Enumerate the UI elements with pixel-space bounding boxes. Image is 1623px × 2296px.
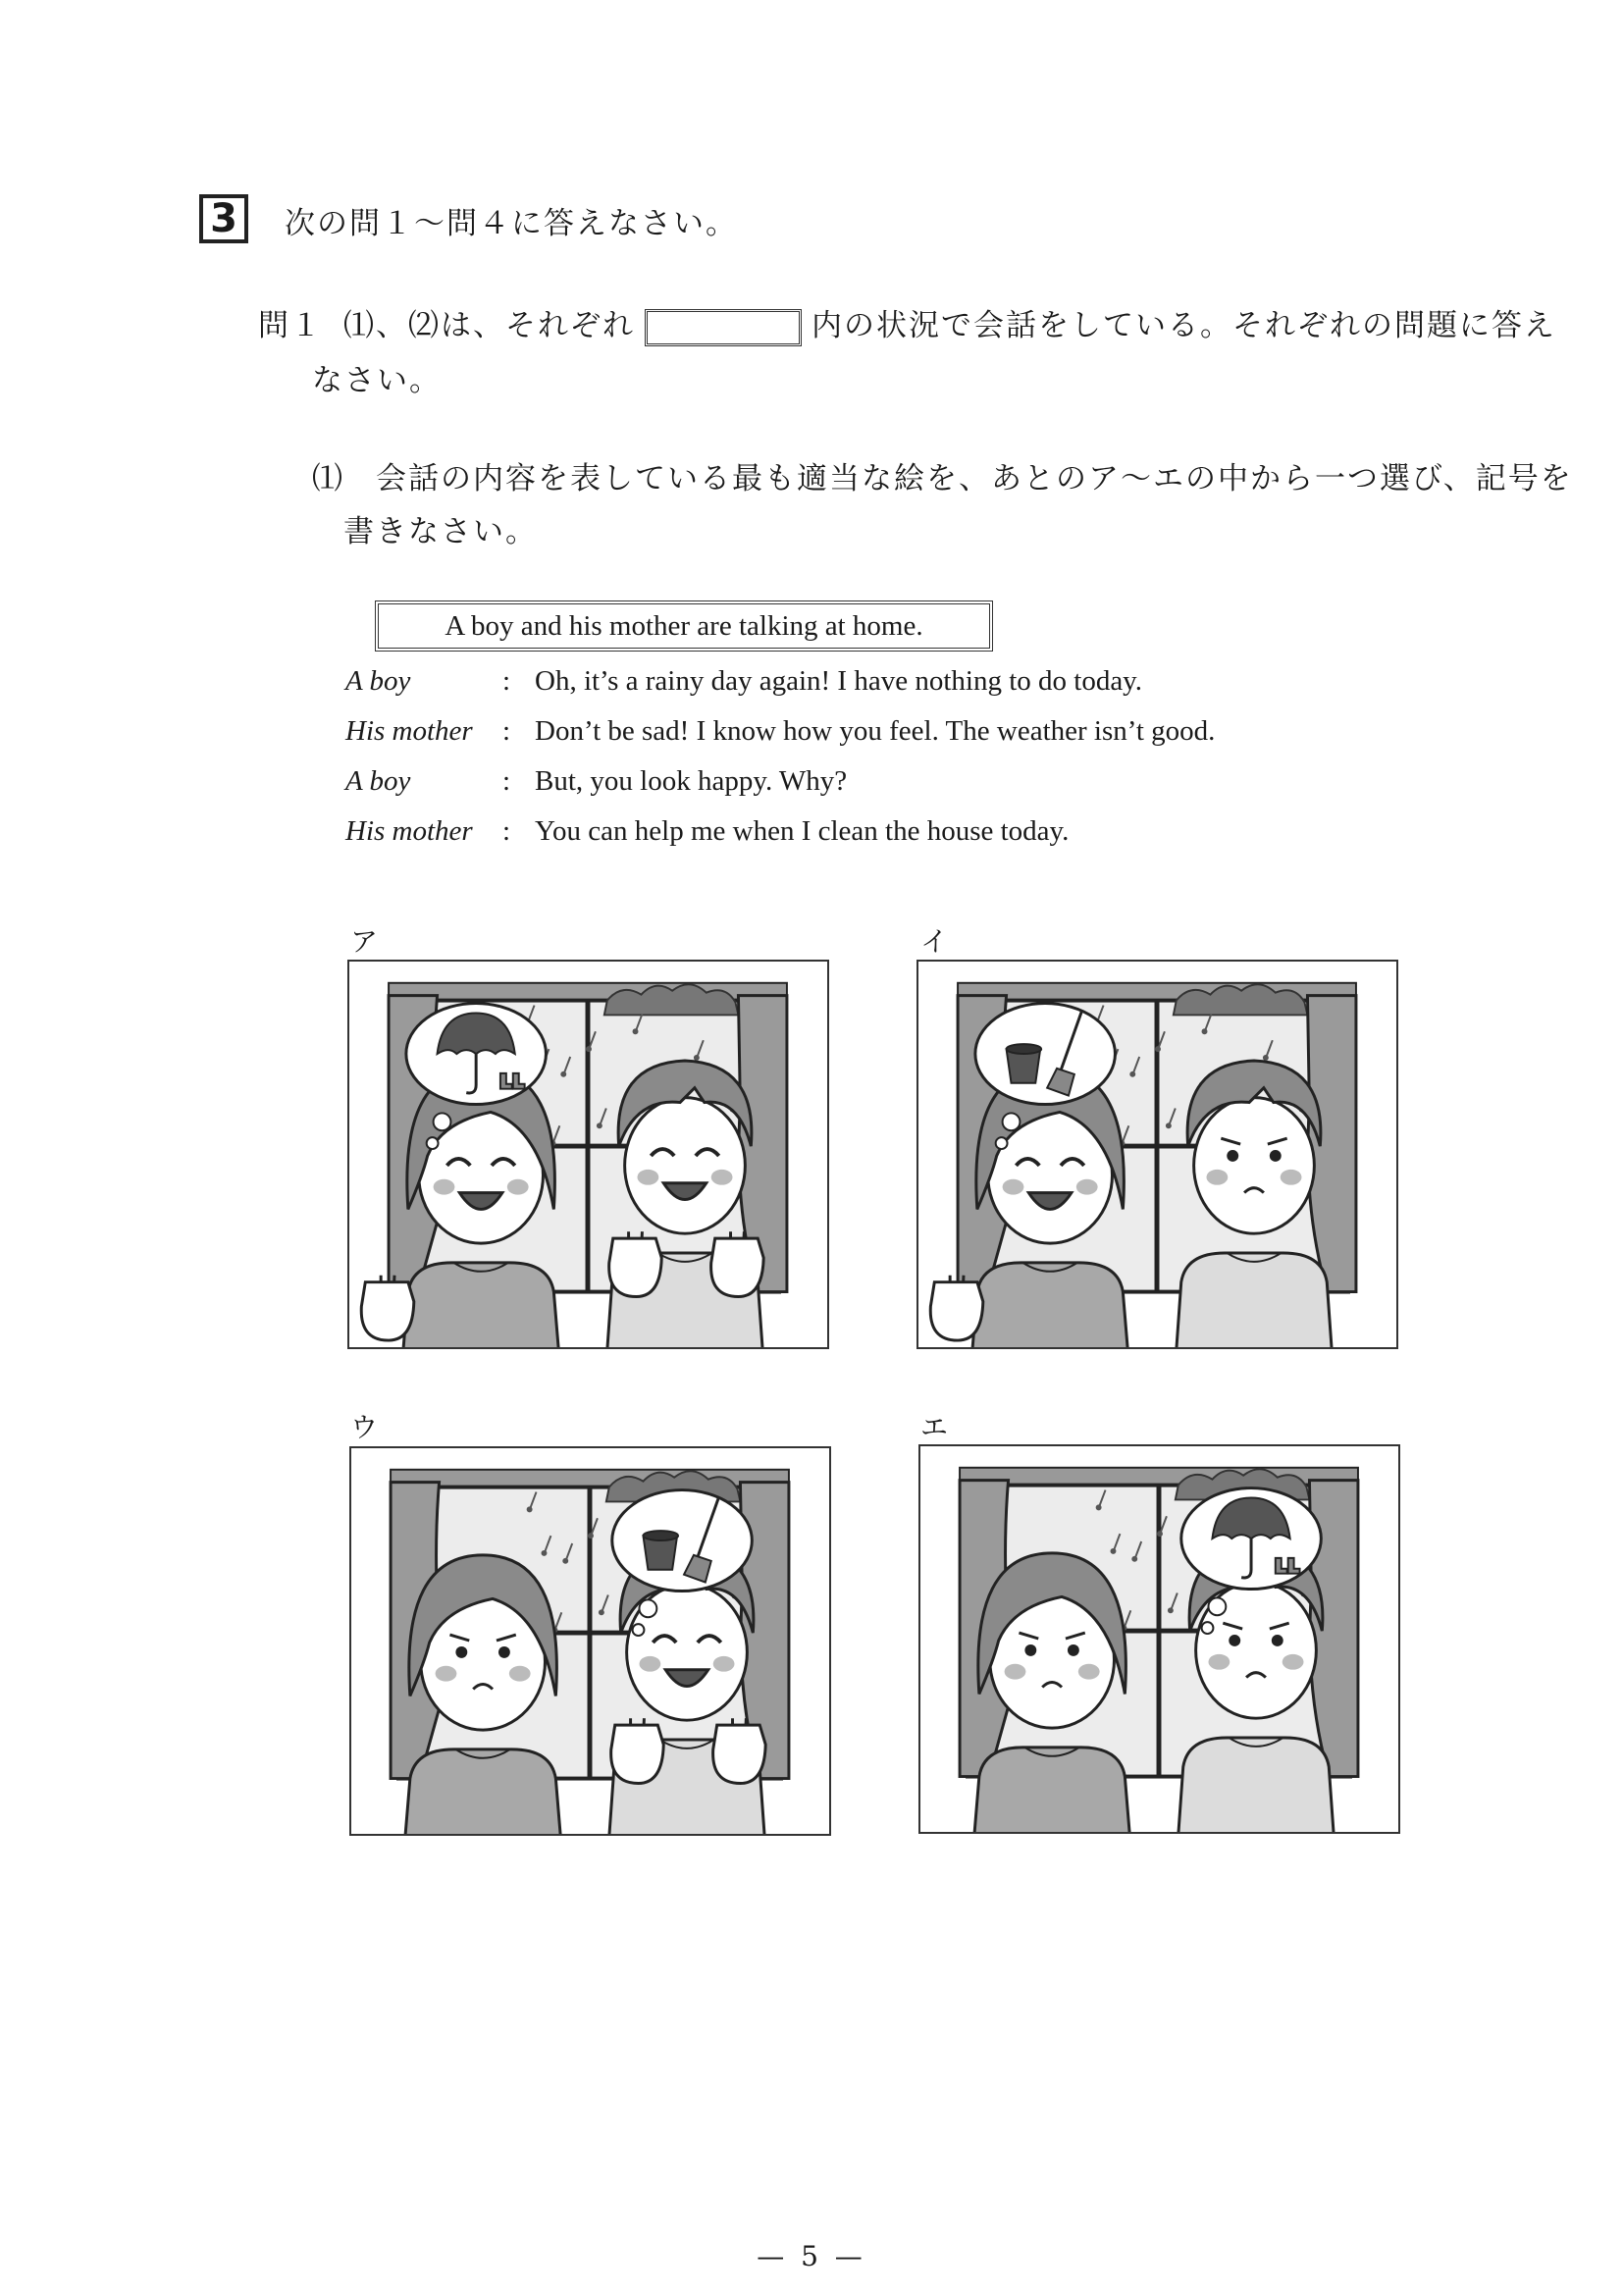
picture-u <box>349 1446 831 1836</box>
q1-text-line2: なさい。 <box>312 363 442 398</box>
dialogue-colon: : <box>502 765 511 797</box>
picture-label-i: イ <box>920 925 949 958</box>
dialogue-colon: : <box>502 815 511 847</box>
page-number: — 5 — <box>757 2240 866 2272</box>
dialogue-speaker: His mother <box>345 815 473 847</box>
q1-label: 問１ <box>258 308 323 343</box>
scene-description: A boy and his mother are talking at home. <box>375 600 993 652</box>
question-number-box: 3 <box>199 194 248 243</box>
dialogue-line: Don’t be sad! I know how you feel. The weather isn’t good. <box>535 715 1216 747</box>
dialogue-line: You can help me when I clean the house today. <box>535 815 1070 847</box>
sub1-text-line1: 会話の内容を表している最も適当な絵を、あとのア～エの中から一つ選び、記号を <box>376 461 1573 496</box>
q1-text-line1 <box>343 300 1556 346</box>
dialogue-colon: : <box>502 665 511 697</box>
dialogue-speaker: A boy <box>345 765 411 797</box>
sub1-text-line2: 書きなさい。 <box>343 514 538 549</box>
sub1-label: ⑴ <box>312 461 344 496</box>
q1-text-before: ⑴、⑵は、それぞれ <box>343 308 635 343</box>
dialogue-line: Oh, it’s a rainy day again! I have nothing to do today. <box>535 665 1143 697</box>
picture-a <box>347 960 829 1349</box>
picture-e <box>918 1444 1400 1834</box>
dialogue-colon: : <box>502 715 511 747</box>
q1-text-after: 内の状況で会話をしている。それぞれの問題に答え <box>812 308 1556 343</box>
situation-box-sample <box>645 309 802 346</box>
dialogue-speaker: A boy <box>345 665 411 697</box>
picture-label-e: エ <box>920 1411 949 1443</box>
dialogue-line: But, you look happy. Why? <box>535 765 848 797</box>
dialogue-speaker: His mother <box>345 715 473 747</box>
picture-i <box>916 960 1398 1349</box>
picture-label-a: ア <box>350 925 379 958</box>
question-instruction: 次の問１～問４に答えなさい。 <box>285 206 738 241</box>
picture-label-u: ウ <box>350 1411 379 1443</box>
